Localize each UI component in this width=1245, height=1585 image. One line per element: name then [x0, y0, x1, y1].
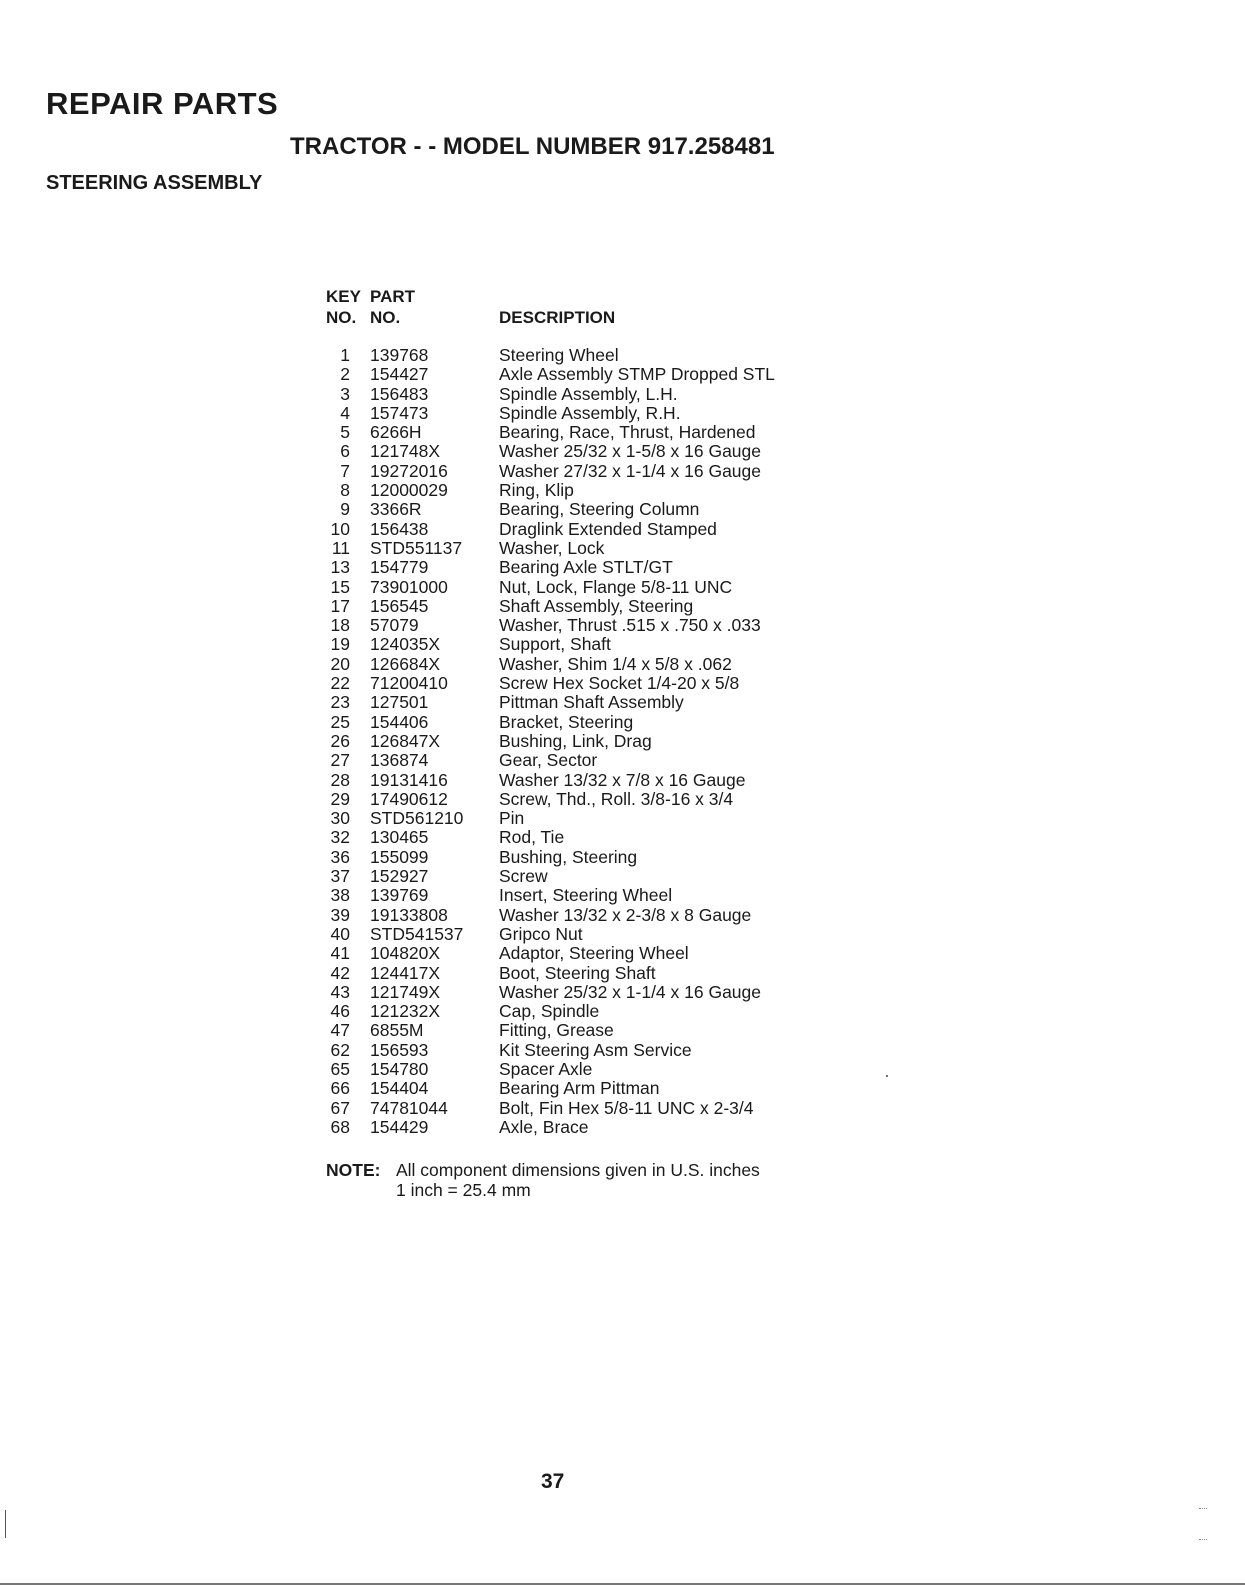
part-number: 155099: [370, 846, 429, 867]
table-row: [326, 1021, 886, 1040]
model-subtitle: TRACTOR - - MODEL NUMBER 917.258481: [290, 133, 775, 160]
part-number: 139768: [370, 345, 429, 365]
key-number: 43: [330, 981, 350, 1002]
part-description: Gear, Sector: [499, 750, 598, 771]
part-description: Bearing, Race, Thrust, Hardened: [499, 422, 756, 443]
table-row: [326, 886, 886, 905]
table-row: [326, 983, 886, 1002]
table-row: [326, 848, 886, 867]
part-number: 136874: [370, 750, 429, 771]
part-description: Insert, Steering Wheel: [499, 885, 673, 906]
key-number: 2: [340, 364, 350, 385]
part-number: STD541537: [370, 923, 464, 944]
table-row: [326, 944, 886, 963]
table-row: [326, 520, 886, 539]
table-row: [326, 751, 886, 770]
part-description: Washer 13/32 x 2-3/8 x 8 Gauge: [499, 904, 752, 925]
key-number: 39: [330, 904, 350, 925]
table-row: [326, 500, 886, 519]
part-description: Washer, Lock: [499, 537, 605, 558]
part-number: 154427: [370, 364, 429, 385]
part-number: 17490612: [370, 788, 448, 809]
part-description: Spindle Assembly, R.H.: [499, 402, 681, 423]
column-header-description: DESCRIPTION: [499, 308, 616, 327]
key-number: 68: [330, 1116, 350, 1137]
part-number: 156593: [370, 1039, 429, 1060]
table-row: [326, 1002, 886, 1021]
part-number: 6266H: [370, 422, 422, 443]
part-number: 156545: [370, 595, 429, 616]
part-description: Adaptor, Steering Wheel: [499, 943, 689, 964]
key-number: 62: [330, 1039, 350, 1060]
table-row: [326, 809, 886, 828]
part-description: Washer 13/32 x 7/8 x 16 Gauge: [499, 769, 746, 790]
table-row: [326, 790, 886, 809]
table-row: [326, 365, 886, 384]
part-description: Ring, Klip: [499, 480, 574, 501]
part-number: 19272016: [370, 460, 448, 481]
table-row: [326, 558, 886, 577]
key-number: 41: [330, 943, 350, 964]
table-row: [326, 1060, 886, 1079]
part-description: Washer, Thrust .515 x .750 x .033: [499, 615, 761, 636]
part-number: 154779: [370, 557, 429, 578]
key-number: 22: [330, 673, 350, 694]
key-number: 18: [330, 615, 350, 636]
part-number: 157473: [370, 402, 429, 423]
part-number: 130465: [370, 827, 429, 848]
part-number: 154404: [370, 1078, 429, 1099]
table-row: [326, 655, 886, 674]
table-row: [326, 539, 886, 558]
part-description: Kit Steering Asm Service: [499, 1039, 692, 1060]
part-description: Pin: [499, 808, 525, 829]
key-number: 28: [330, 769, 350, 790]
column-header-part-line1: PART: [370, 287, 416, 306]
key-number: 5: [340, 422, 350, 443]
key-number: 47: [330, 1020, 350, 1041]
part-description: Bushing, Steering: [499, 846, 638, 867]
table-row: [326, 404, 886, 423]
key-number: 11: [331, 537, 350, 558]
part-description: Bushing, Link, Drag: [499, 730, 652, 751]
part-description: Support, Shaft: [499, 634, 611, 655]
part-number: STD561210: [370, 808, 464, 829]
page-number: 37: [541, 1470, 565, 1493]
part-number: 6855M: [370, 1020, 424, 1041]
part-number: 154406: [370, 711, 429, 732]
part-description: Bearing Axle STLT/GT: [499, 557, 673, 578]
table-row: [326, 828, 886, 847]
table-row: [326, 693, 886, 712]
part-description: Cap, Spindle: [499, 1001, 600, 1022]
part-number: 121748X: [370, 441, 441, 462]
table-row: [326, 713, 886, 732]
table-row: [326, 635, 886, 654]
part-description: Spacer Axle: [499, 1058, 593, 1079]
table-row: [326, 616, 886, 635]
column-header-part: [370, 286, 415, 328]
key-number: 15: [330, 576, 350, 597]
key-number: 6: [340, 441, 350, 462]
key-number: 3: [340, 383, 350, 404]
key-number: 25: [330, 711, 350, 732]
key-number: 42: [330, 962, 350, 983]
part-description: Fitting, Grease: [499, 1020, 614, 1041]
column-header-key: [326, 286, 361, 328]
part-number: 152927: [370, 866, 429, 887]
part-description: Gripco Nut: [499, 923, 583, 944]
key-number: 20: [330, 653, 350, 674]
key-number: 46: [330, 1001, 350, 1022]
part-number: 127501: [370, 692, 429, 713]
key-number: 38: [330, 885, 350, 906]
part-number: 71200410: [370, 673, 448, 694]
key-number: 17: [330, 595, 350, 616]
part-description: Washer 25/32 x 1-5/8 x 16 Gauge: [499, 441, 762, 462]
part-description: Washer 25/32 x 1-1/4 x 16 Gauge: [499, 981, 762, 1002]
table-row: [326, 1079, 886, 1098]
part-number: 154429: [370, 1116, 429, 1137]
part-number: 3366R: [370, 499, 422, 520]
key-number: 36: [330, 846, 350, 867]
part-number: 139769: [370, 885, 429, 906]
part-description: Washer 27/32 x 1-1/4 x 16 Gauge: [499, 460, 762, 481]
note: [326, 1160, 760, 1200]
table-row: [326, 964, 886, 983]
part-number: 19131416: [370, 769, 448, 790]
key-number: 65: [330, 1058, 350, 1079]
part-number: 154780: [370, 1058, 429, 1079]
part-description: Pittman Shaft Assembly: [499, 692, 684, 713]
key-number: 37: [330, 866, 350, 887]
key-number: 23: [330, 692, 350, 713]
part-description: Nut, Lock, Flange 5/8-11 UNC: [499, 576, 733, 597]
section-heading: STEERING ASSEMBLY: [46, 172, 263, 194]
part-number: 73901000: [370, 576, 448, 597]
part-number: 126684X: [370, 653, 441, 674]
part-number: 124417X: [370, 962, 441, 983]
table-row: [326, 1099, 886, 1118]
key-number: 27: [330, 750, 350, 771]
table-row: [326, 597, 886, 616]
key-number: 32: [330, 827, 350, 848]
part-description: Axle Assembly STMP Dropped STL: [499, 364, 775, 385]
table-row: [326, 385, 886, 404]
part-number: 124035X: [370, 634, 441, 655]
column-header-key-line1: KEY: [326, 287, 361, 306]
table-row: [326, 906, 886, 925]
part-description: Bracket, Steering: [499, 711, 634, 732]
part-number: 19133808: [370, 904, 448, 925]
table-row: [326, 481, 886, 500]
key-number: 26: [330, 730, 350, 751]
part-description: Draglink Extended Stamped: [499, 518, 717, 539]
key-number: 19: [330, 634, 350, 655]
part-description: Screw, Thd., Roll. 3/8-16 x 3/4: [499, 788, 734, 809]
part-number: 156438: [370, 518, 429, 539]
part-description: Bearing Arm Pittman: [499, 1078, 660, 1099]
parts-table: [326, 346, 886, 1137]
part-description: Bolt, Fin Hex 5/8-11 UNC x 2-3/4: [499, 1097, 754, 1118]
table-row: [326, 578, 886, 597]
part-number: 126847X: [370, 730, 441, 751]
part-description: Axle, Brace: [499, 1116, 589, 1137]
part-description: Rod, Tie: [499, 827, 565, 848]
key-number: 40: [330, 923, 350, 944]
key-number: 13: [330, 557, 350, 578]
part-description: Screw Hex Socket 1/4-20 x 5/8: [499, 673, 740, 694]
part-description: Boot, Steering Shaft: [499, 962, 656, 983]
scan-mark-right: [1199, 1508, 1207, 1540]
table-row: [326, 925, 886, 944]
part-number: 104820X: [370, 943, 441, 964]
key-number: 67: [330, 1097, 350, 1118]
key-number: 7: [340, 460, 350, 481]
key-number: 4: [340, 402, 350, 423]
table-row: [326, 771, 886, 790]
note-line2: 1 inch = 25.4 mm: [396, 1180, 531, 1200]
table-row: [326, 462, 886, 481]
key-number: 8: [340, 480, 350, 501]
scan-speck: [886, 1075, 888, 1077]
key-number: 66: [330, 1078, 350, 1099]
part-description: Steering Wheel: [499, 345, 619, 365]
table-row: [326, 442, 886, 461]
part-description: Screw: [499, 866, 548, 887]
table-row: [326, 867, 886, 886]
part-number: 121232X: [370, 1001, 441, 1022]
note-line1: All component dimensions given in U.S. inches: [396, 1160, 760, 1180]
key-number: 29: [330, 788, 350, 809]
table-row: [326, 423, 886, 442]
part-description: Bearing, Steering Column: [499, 499, 700, 520]
page-title: REPAIR PARTS: [46, 86, 279, 121]
table-row: [326, 1118, 886, 1137]
table-row: [326, 1041, 886, 1060]
part-number: 121749X: [370, 981, 441, 1002]
note-label: NOTE:: [326, 1160, 381, 1180]
part-description: Washer, Shim 1/4 x 5/8 x .062: [499, 653, 732, 674]
part-number: 57079: [370, 615, 419, 636]
key-number: 30: [330, 808, 350, 829]
table-row: [326, 346, 886, 365]
part-description: Spindle Assembly, L.H.: [499, 383, 678, 404]
part-number: 74781044: [370, 1097, 448, 1118]
table-row: [326, 674, 886, 693]
column-header-key-line2: NO.: [326, 308, 357, 327]
part-number: 156483: [370, 383, 429, 404]
table-row: [326, 732, 886, 751]
key-number: 9: [340, 499, 350, 520]
part-description: Shaft Assembly, Steering: [499, 595, 694, 616]
column-header-part-line2: NO.: [370, 308, 401, 327]
key-number: 10: [330, 518, 350, 539]
part-number: STD551137: [370, 537, 463, 558]
key-number: 1: [340, 345, 350, 365]
scan-mark-left: [5, 1510, 6, 1538]
part-number: 12000029: [370, 480, 448, 501]
